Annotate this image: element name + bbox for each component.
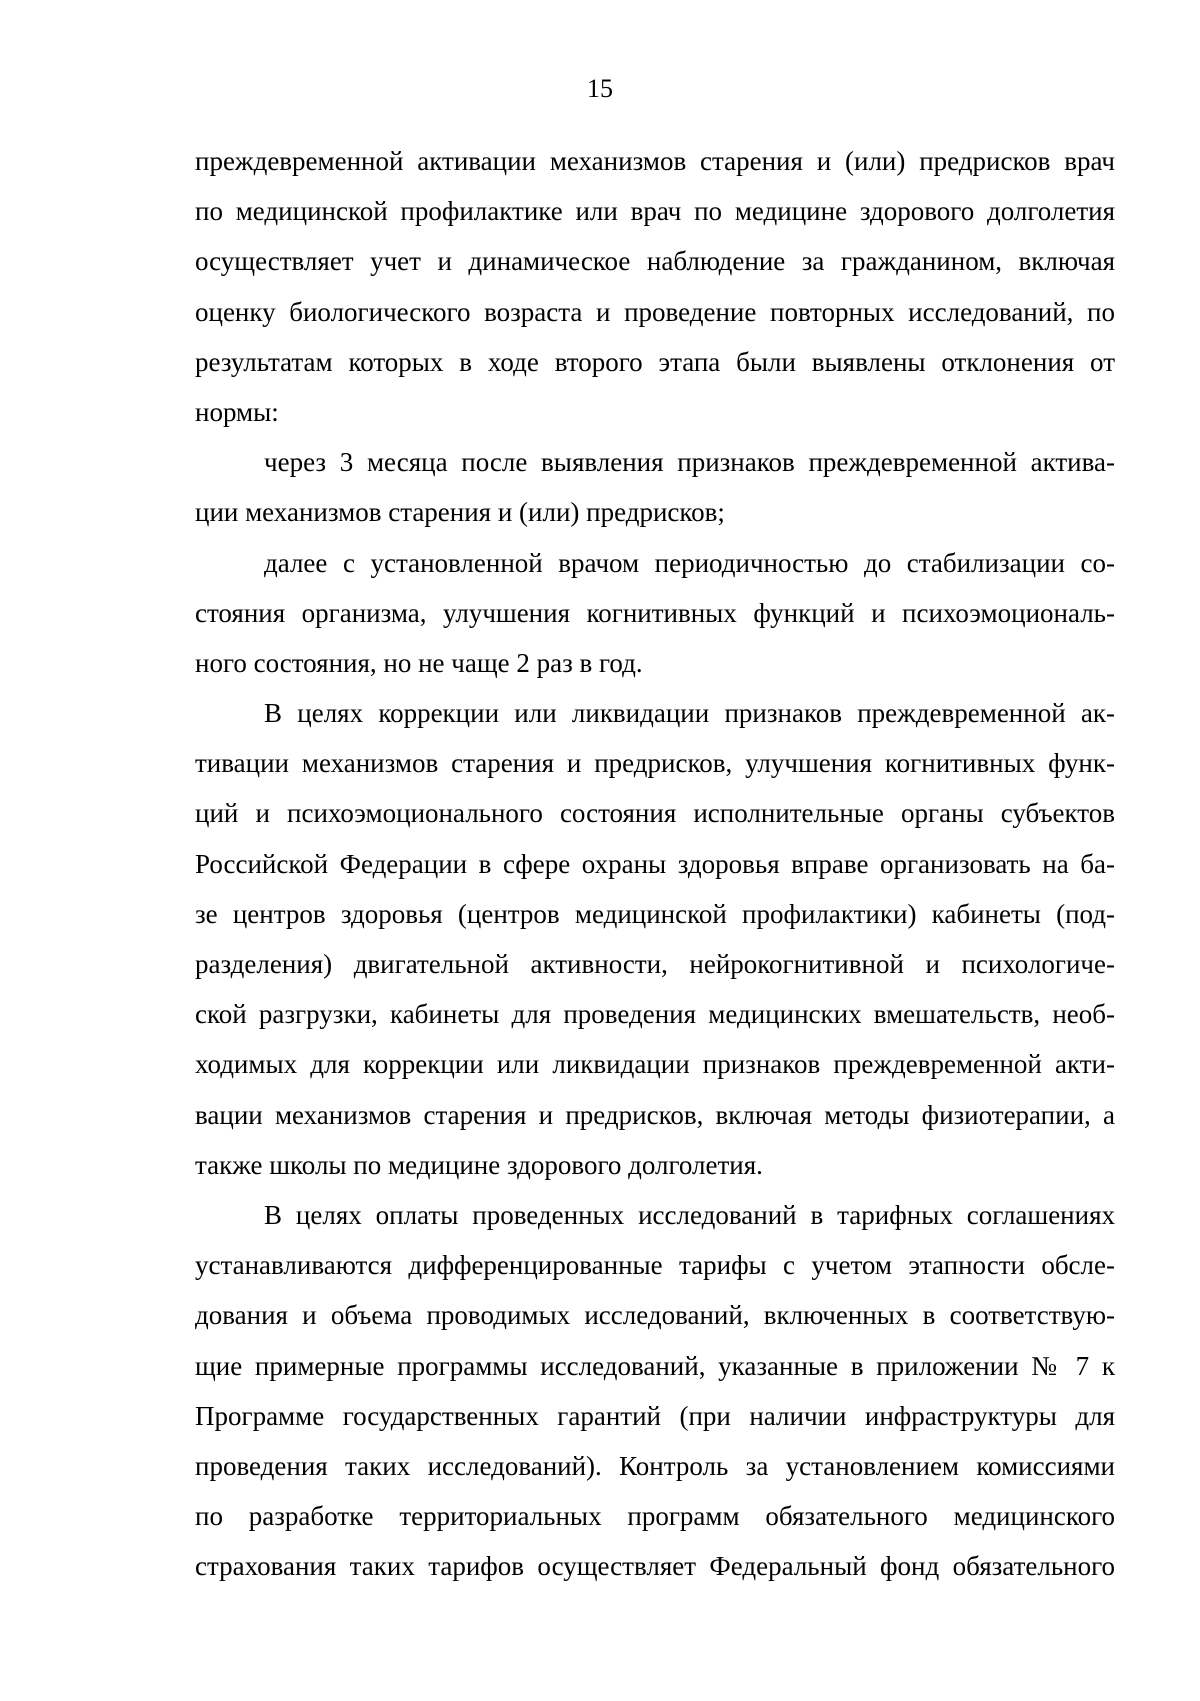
text-line: устанавливаются дифференцированные тарифы с учетом этапности обсле- [195,1250,1115,1281]
text-line: проведения таких исследований). Контроль за установлением комиссиями [195,1450,1115,1481]
text-line: зе центров здоровья (центров медицинской профилактики) кабинеты (под- [195,898,1115,929]
text-line: по разработке территориальных программ обязательного медицинского [195,1501,1115,1532]
text-line: страхования таких тарифов осуществляет Федеральный фонд обязательного [195,1551,1115,1582]
text-line: вации механизмов старения и предрисков, включая методы физиотерапии, а [195,1099,1115,1130]
text-line: также школы по медицине здорового долголетия. [195,1149,763,1180]
text-line: далее с установленной врачом периодичностью до стабилизации со- [264,547,1115,578]
text-line: В целях коррекции или ликвидации признаков преждевременной ак- [264,698,1115,729]
text-line: В целях оплаты проведенных исследований в тарифных соглашениях [264,1199,1115,1230]
text-line: дования и объема проводимых исследований, включенных в соответствую- [195,1300,1115,1331]
text-line: ций и психоэмоционального состояния исполнительные органы субъектов [195,798,1115,829]
text-line: нормы: [195,396,279,427]
text-line: преждевременной активации механизмов старения и (или) предрисков врач [195,146,1115,176]
page-number: 15 [587,74,613,103]
text-line: Программе государственных гарантий (при наличии инфраструктуры для [195,1400,1115,1431]
text-line: через 3 месяца после выявления признаков преждевременной актива- [264,447,1115,478]
text-line: результатам которых в ходе второго этапа были выявлены отклонения от [195,346,1115,377]
text-line: осуществляет учет и динамическое наблюдение за гражданином, включая [195,246,1115,277]
text-line: ской разгрузки, кабинеты для проведения медицинских вмешательств, необ- [195,999,1115,1030]
text-line: ции механизмов старения и (или) предрисков; [195,497,725,528]
text-line: разделения) двигательной активности, нейрокогнитивной и психологиче- [195,949,1115,979]
text-line: Российской Федерации в сфере охраны здоровья вправе организовать на ба- [195,848,1115,879]
text-line: стояния организма, улучшения когнитивных функций и психоэмоциональ- [195,597,1115,628]
text-line: тивации механизмов старения и предрисков, улучшения когнитивных функ- [195,748,1115,779]
text-line: ходимых для коррекции или ликвидации признаков преждевременной акти- [195,1049,1115,1080]
text-line: по медицинской профилактике или врач по медицине здорового долголетия [195,196,1115,227]
text-line: щие примерные программы исследований, указанные в приложении № 7 к [195,1350,1115,1381]
text-line: ного состояния, но не чаще 2 раз в год. [195,647,643,678]
body-text [195,136,1115,1591]
text-line: оценку биологического возраста и проведение повторных исследований, по [195,296,1115,327]
